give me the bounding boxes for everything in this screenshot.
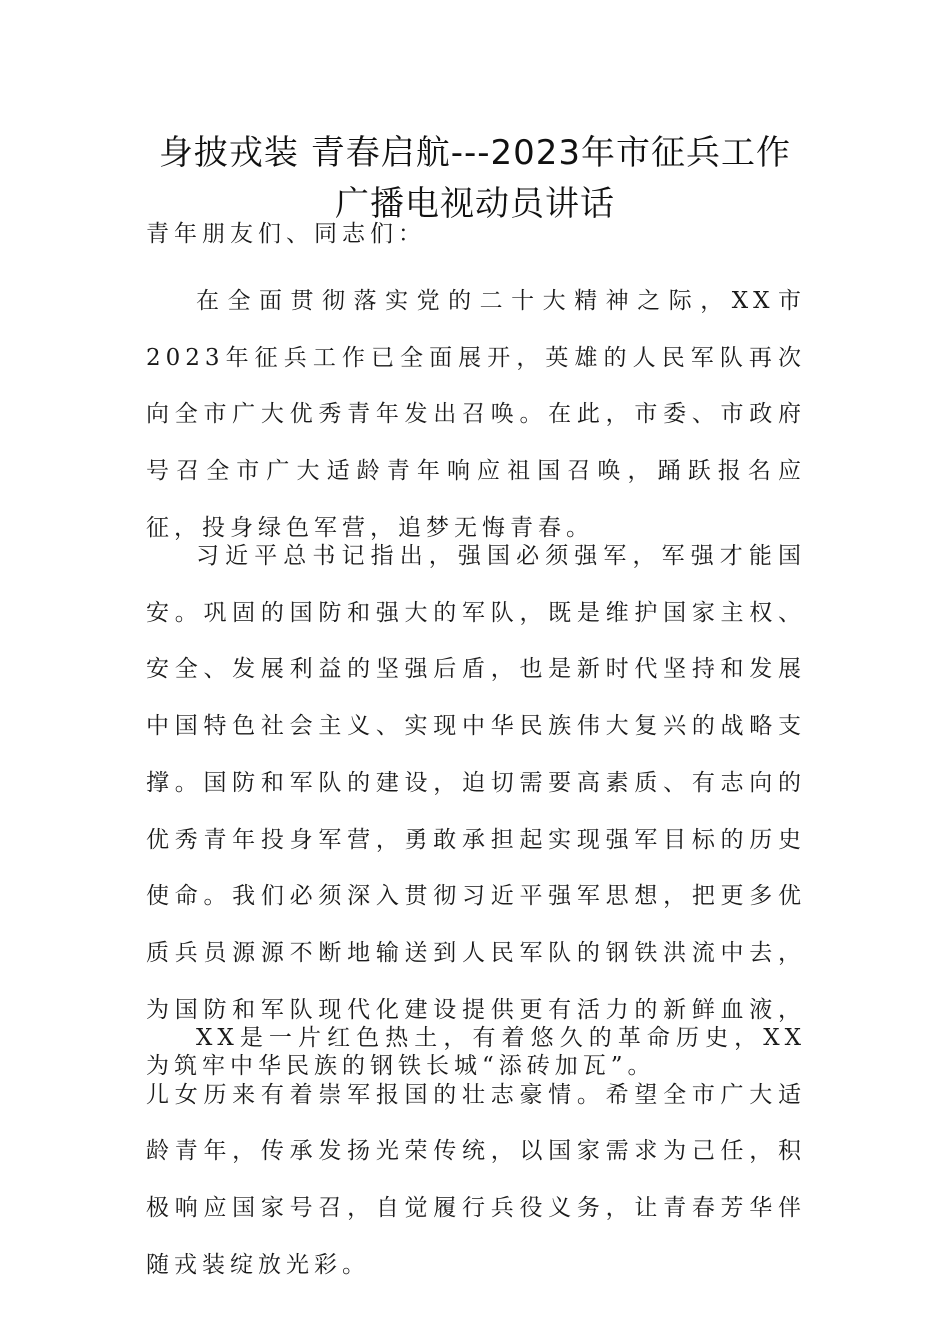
document-title-line-1: 身披戎装 青春启航---2023年市征兵工作 [158, 133, 792, 173]
paragraph-3: XX是一片红色热土，有着悠久的革命历史，XX儿女历来有着崇军报国的壮志豪情。希望全市广大适龄青年，传承发扬光荣传统，以国家需求为己任，积极响应国家号召，自觉履行兵役义务，让青春芳华伴随戎装绽放光彩。 [146, 1025, 806, 1278]
paragraph-2: 习近平总书记指出，强国必须强军，军强才能国安。巩固的国防和强大的军队，既是维护国家主权、安全、发展利益的坚强后盾，也是新时代坚持和发展中国特色社会主义、实现中华民族伟大复兴的战略支撑。国防和军队的建设，迫切需要高素质、有志向的优秀青年投身军营，勇敢承担起实现强军目标的历史使命。我们必须深入贯彻习近平强军思想，把更多优质兵员源源不断地输送到人民军队的钢铁洪流中去，为国防和军队现代化建设提供更有活力的新鲜血液，为筑牢中华民族的钢铁长城“添砖加瓦”。 [146, 543, 806, 1080]
document-title-line-2: 广播电视动员讲话 [335, 184, 615, 224]
paragraph-1: 在全面贯彻落实党的二十大精神之际，XX市2023年征兵工作已全面展开，英雄的人民军队再次向全市广大优秀青年发出召唤。在此，市委、市政府号召全市广大适龄青年响应祖国召唤，踊跃报名应征，投身绿色军营，追梦无悔青春。 [146, 288, 806, 541]
salutation: 青年朋友们、同志们： [146, 221, 426, 247]
